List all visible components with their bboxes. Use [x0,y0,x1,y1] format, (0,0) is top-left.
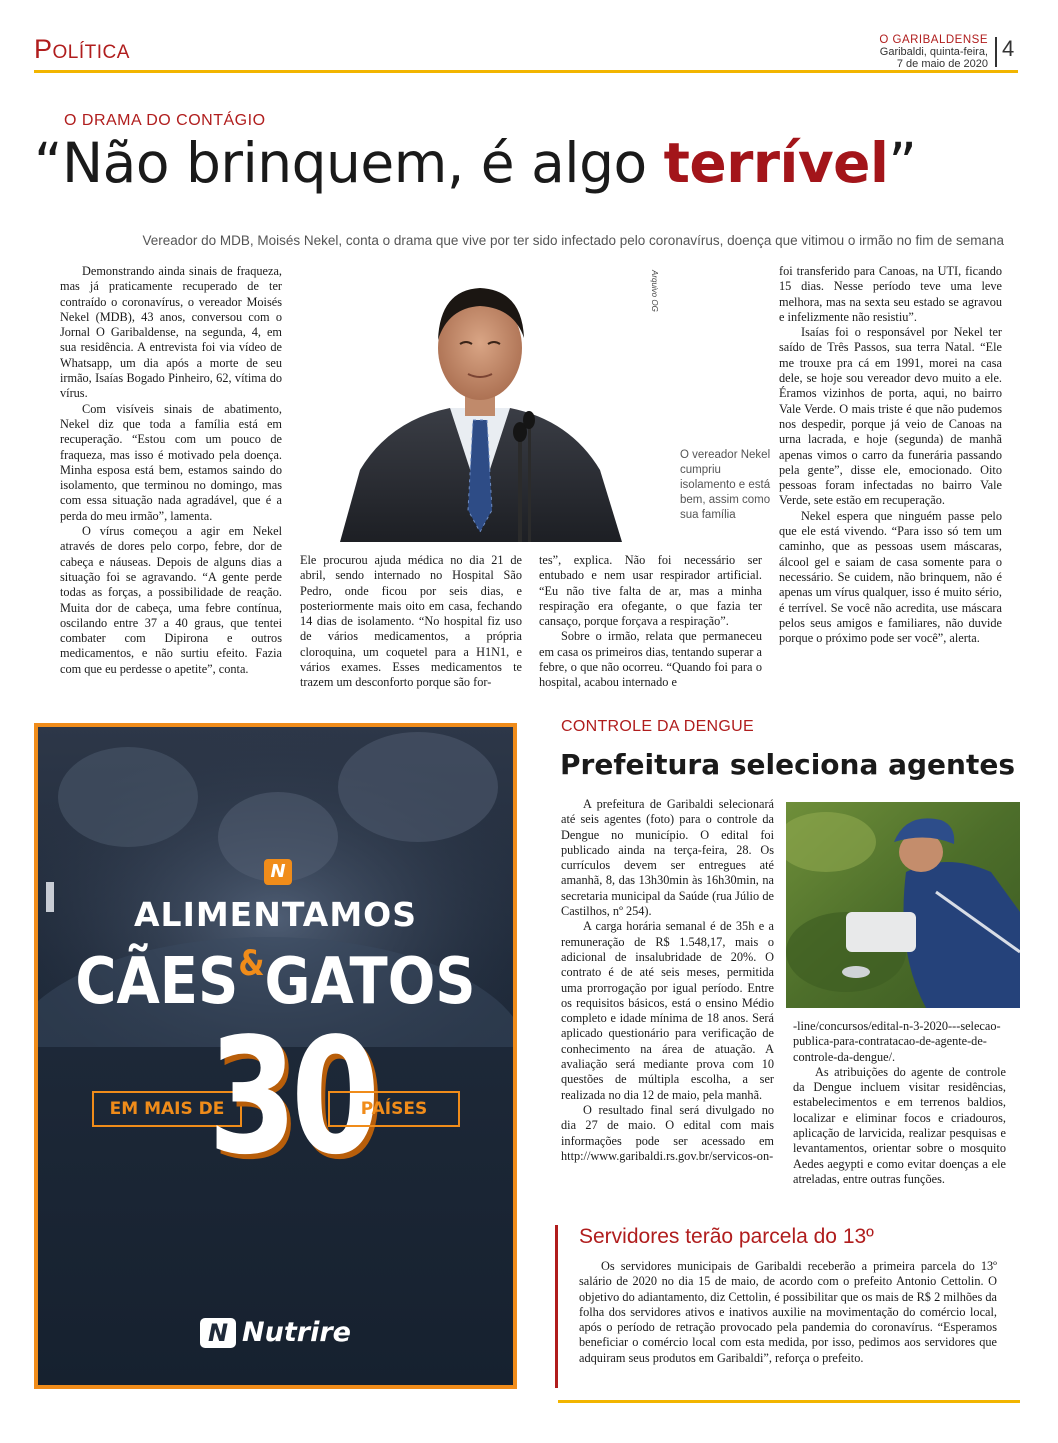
paragraph: Com visíveis sinais de abatimento, Nekel diz que toda a família está em recuperação. “Estou com um pouco de fraqueza, mas isso é motivado pela doença. Minha esposa está bem, estamos saindo do isolamento, que terminou no domingo, mas com essa situação nada agradável, que é a perda do meu irmão”, lamenta. [60,401,282,523]
paper-meta [879,34,988,70]
brand-name: Nutrire [242,1317,351,1348]
headline-part: “Não brinquem, é algo [34,131,664,195]
dengue-agent-photo [786,802,1020,1008]
nutrire-advertisement [34,723,517,1389]
date-line: 7 de maio de 2020 [896,58,988,70]
councilman-photo [300,270,664,542]
photo-caption: O vereador Nekel cumpriu isolamento e está bem, assim como sua família [680,449,771,521]
page-number: 4 [1002,36,1015,61]
section-rule [34,70,1018,73]
paragraph: tes”, explica. Não foi necessário ser entubado e nem usar respirador artificial. “Eu não tive falta de ar, mas a minha respiração era ofegante, o que fazia ter cansaço, porque forçava a respiração”. [539,553,762,629]
section-title: Política [34,34,130,64]
paragraph: O vírus começou a agir em Nekel através de dores pelo corpo, febre, dor de cabeça e náuseas. Depois de alguns dias a situação foi se agravando. “A gente perde todas as forças, a possibilidade de reação. Muita dor de cabeça, uma febre contínua, oscilando entre 37 a 40 graus, que tentei combater com Dipirona e outros medicamentos, e não surtiu efeito. Fazia com que eu perdesse o apetite”, conta. [60,524,282,676]
agent-illustration [786,802,1020,1008]
article-column [579,1259,997,1366]
page-separator [995,37,997,67]
paragraph: Isaías foi o responsável por Nekel ter saído de Três Passos, sua terra Natal. “Ele me trouxe pra cá em 1991, morei na casa dele, se hoje sou vereador devo muito a ele. Éramos vizinhos de porta, aqui, no bairro Vale Verde. O mais triste é que não pudemos nos despedir, porque já veio de Canoas na urna lacrada, e hoje (segunda) de manhã apenas vimos o carro da funerária passando pela gente”, disse ele, emocionado. Oito pessoas foram infectadas no bairro Vale Verde, sete estão em recuperação. [779,325,1002,508]
article-column [793,1019,1006,1187]
story-kicker: O DRAMA DO CONTÁGIO [64,112,266,129]
article-column [539,553,762,691]
story-headline: Servidores terão parcela do 13º [579,1225,874,1248]
ad-ribbon: EM MAIS DE [92,1091,242,1127]
nutrire-logo [38,1317,513,1348]
photo-credit: Arquivo OG [650,270,659,312]
nutrire-badge-icon: N [264,859,292,885]
story-subhead: Vereador do MDB, Moisés Nekel, conta o drama que vive por ter sido infectado pelo coronavírus, doença que vitimou o irmão no fim de semana [142,233,1004,248]
article-column [300,553,522,691]
paragraph: Os servidores municipais de Garibaldi receberão a primeira parcela do 13º salário de 2020 no dia 15 de maio, de acordo com o prefeito Antonio Cettolin. O objetivo do adiantamento, diz Cettolin, é possibilitar que os mais de R$ 2 milhões da folha dos servidores ativos e inativos auxilie na movimentação do comércio local, após o período de retração provocado pela pandemia do coronavírus. “Esperamos beneficiar o comércio local com esta medida, por isso, pedimos aos servidores que adquiram seus produtos em Garibaldi”, reforça o prefeito. [579,1259,997,1365]
article-column [779,264,1002,646]
ad-number: 30 [208,1004,375,1191]
ad-word: GATOS [264,944,476,1019]
headline-highlight: terrível [663,131,889,195]
story-headline [34,131,1029,195]
paragraph: Sobre o irmão, relata que permaneceu em casa os primeiros dias, tentando superar a febre, o que não ocorreu. “Quando foi para o hospital, acabou internado e [539,629,762,690]
paragraph: O resultado final será divulgado no dia 27 de maio. O edital com mais informações pode ser acessado em http://www.garibaldi.rs.gov.br/servicos-on- [561,1102,774,1163]
story-kicker: CONTROLE DA DENGUE [561,718,754,735]
ad-ampersand: & [238,944,265,985]
paragraph: Ele procurou ajuda médica no dia 21 de abril, sendo internado no Hospital São Pedro, onde ficou por seis dias, e posteriormente mais oito em casa, fechando 14 dias de isolamento. “No hospital fiz uso de vários medicamentos, a própria cloroquina, um coquetel para a H1N1, e vários exames. Esses medicamentos te trazem um desconforto porque são for- [300,553,522,690]
article-column [561,797,774,1164]
ad-ribbon: PAÍSES [328,1091,460,1127]
story-accent-bar [555,1225,558,1388]
ad-word: CÃES [75,944,239,1019]
paragraph: -line/concursos/edital-n-3-2020---selecao-publica-para-contratacao-de-agente-de-controle-da-dengue/. [793,1019,1001,1064]
ad-line: ALIMENTAMOS [134,895,417,934]
article-column [60,264,282,677]
headline-part: ” [888,131,917,195]
date-line: Garibaldi, quinta-feira, [879,46,988,58]
story-headline: Prefeitura seleciona agentes [560,748,1016,781]
paragraph: A carga horária semanal é de 35h e a remuneração de R$ 1.548,17, mais o adicional de insalubridade de 20%. O contrato é de até seis meses, permitida uma prorrogação por igual período. Entre os requisitos básicos, está o ensino Médio completo e idade mínima de 18 anos. Será aplicado questionário para verificação de conhecimento na área de atuação. A avaliação será mediante prova com 10 questões de múltipla escolha, a ser realizada no dia 12 de maio, pela manhã. [561,919,774,1102]
paragraph: Nekel espera que ninguém passe pelo que ele está vivendo. “Para isso só tem um caminho, que as pessoas usem máscaras, álcool gel e saiam de casa somente para o necessário. Se cuidem, não brinquem, não é apenas um vírus qualquer, isso é muito sério, é terrível. Se você não acredita, use máscara pelos seus amigos e familiares, não duvide porque o próximo pode ser você”, alerta. [779,508,1002,646]
bottom-rule [558,1400,1020,1403]
paper-name: O GARIBALDENSE [879,34,988,46]
nutrire-logo-icon: N [200,1318,236,1348]
paragraph: Demonstrando ainda sinais de fraqueza, mas já praticamente recuperado de ter contraído o coronavírus, o vereador Moisés Nekel (MDB), 43 anos, conversou com o Jornal O Garibaldense, na segunda, 4, em sua residência. A entrevista foi via vídeo de Whatsapp, um dia após a morte de seu irmão, Isaías Bogado Pinheiro, 62, vítima do vírus. [60,264,282,401]
paragraph: foi transferido para Canoas, na UTI, ficando 15 dias. Nesse período teve uma leve melhora, mas na sexta seu estado se agravou e infelizmente não resistiu”. [779,264,1002,324]
portrait-illustration [300,270,664,542]
paragraph: A prefeitura de Garibaldi selecionará até seis agentes (foto) para o controle da Dengue no município. O edital foi publicado ainda na terça-feira, 28. Os currículos devem ser entregues até amanhã, 8, das 13h30min às 16h30min, na secretaria municipal da Saúde (rua Júlio de Castilhos, nº 254). [561,797,774,919]
paragraph: As atribuições do agente de controle da Dengue incluem visitar residências, estabelecimentos e em terrenos baldios, localizar e eliminar focos e criadouros, aplicação de larvicida, realizar pesquisas e levantamentos, orientar sobre o mosquito Aedes aegypti e como evitar doenças a ele atreladas, entre outras funções. [793,1064,1006,1186]
